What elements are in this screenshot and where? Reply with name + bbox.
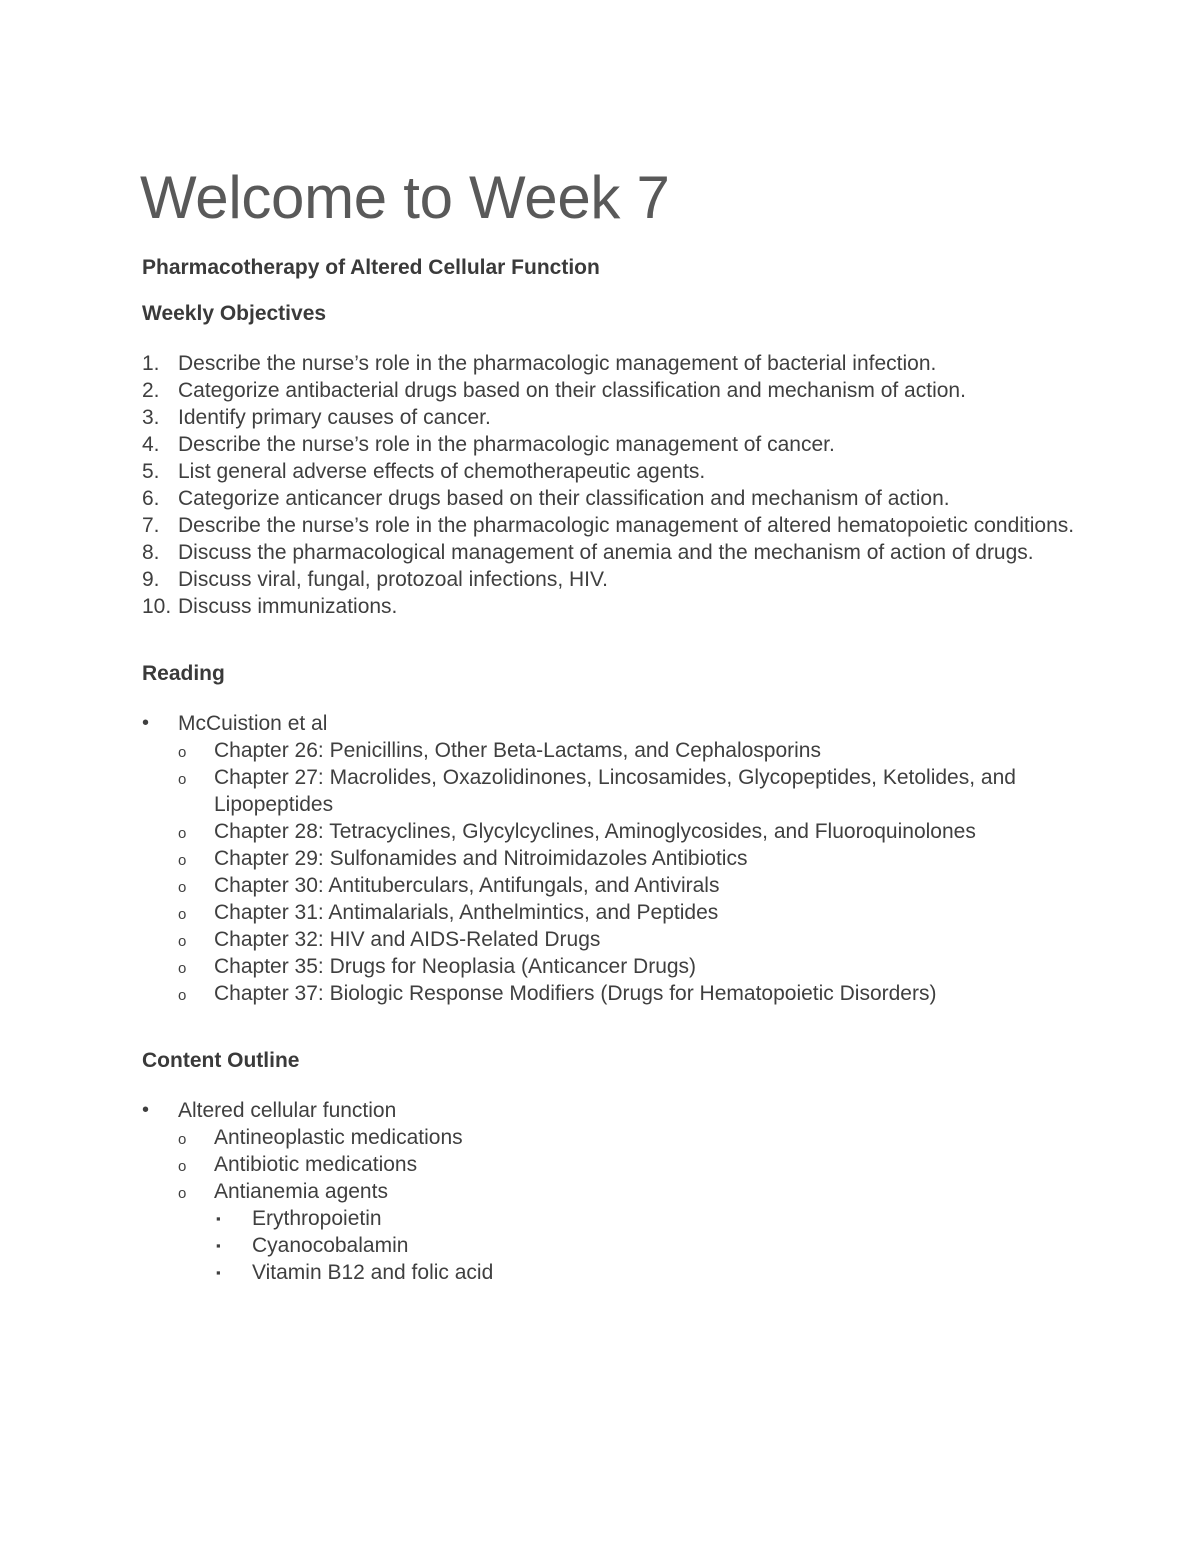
bullet-icon: • [142,1099,150,1121]
bullet-icon: • [142,712,150,734]
circle-bullet-icon: o [178,852,187,869]
chapter-item [178,737,1082,764]
list-number: 5. [142,460,160,483]
list-item [142,431,1082,458]
list-item [142,710,1082,1007]
list-item [142,512,1082,539]
list-item-text: List general adverse effects of chemotherapeutic agents. [178,460,706,483]
circle-bullet-icon: o [178,825,187,842]
circle-bullet-icon: o [178,744,187,761]
circle-bullet-icon: o [178,1158,187,1175]
chapter-text: Chapter 27: Macrolides, Oxazolidinones, Lincosamides, Glycopeptides, Ketolides, and Lipopeptides [214,766,1016,816]
outline-item-text: Antineoplastic medications [214,1126,463,1149]
chapter-text: Chapter 31: Antimalarials, Anthelmintics, and Peptides [214,901,719,924]
list-item [142,566,1082,593]
agent-text: Vitamin B12 and folic acid [252,1261,494,1284]
outline-sublist [178,1124,1082,1286]
list-item [142,485,1082,512]
chapter-text: Chapter 35: Drugs for Neoplasia (Anticancer Drugs) [214,955,697,978]
square-bullet-icon: ▪ [216,1211,221,1226]
chapter-item [178,926,1082,953]
list-item-text: Describe the nurse’s role in the pharmacologic management of altered hematopoietic conditions. [178,514,1075,537]
list-item [142,458,1082,485]
list-number: 8. [142,541,160,564]
chapter-text: Chapter 30: Antituberculars, Antifungals, and Antivirals [214,874,720,897]
agent-list [214,1205,1082,1286]
circle-bullet-icon: o [178,906,187,923]
chapter-item [178,818,1082,845]
list-item [142,539,1082,566]
list-number: 3. [142,406,160,429]
page-subtitle: Pharmacotherapy of Altered Cellular Function [142,256,600,279]
square-bullet-icon: ▪ [216,1238,221,1253]
document-page [142,160,1082,1326]
list-item [142,1097,1082,1286]
list-item-text: Categorize anticancer drugs based on their classification and mechanism of action. [178,487,950,510]
reading-list [142,710,1082,1007]
agent-text: Erythropoietin [252,1207,382,1230]
square-bullet-icon: ▪ [216,1265,221,1280]
circle-bullet-icon: o [178,960,187,977]
list-item-text: Discuss the pharmacological management of anemia and the mechanism of action of drugs. [178,541,1034,564]
outline-heading: Content Outline [142,1049,300,1072]
agent-item [214,1259,1082,1286]
list-item-text: Discuss immunizations. [178,595,398,618]
outline-topic: Altered cellular function [178,1099,397,1122]
list-item-text: Categorize antibacterial drugs based on their classification and mechanism of action. [178,379,966,402]
outline-item [178,1151,1082,1178]
circle-bullet-icon: o [178,1131,187,1148]
chapter-text: Chapter 29: Sulfonamides and Nitroimidazoles Antibiotics [214,847,748,870]
outline-item-text: Antianemia agents [214,1180,388,1203]
list-item [142,377,1082,404]
list-item [142,404,1082,431]
outline-item [178,1124,1082,1151]
list-number: 9. [142,568,160,591]
chapter-item [178,845,1082,872]
list-item-text: Describe the nurse’s role in the pharmacologic management of bacterial infection. [178,352,937,375]
circle-bullet-icon: o [178,987,187,1004]
chapter-item [178,872,1082,899]
chapter-item [178,899,1082,926]
chapter-item [178,764,1082,818]
circle-bullet-icon: o [178,879,187,896]
reading-source: McCuistion et al [178,712,328,735]
chapter-list [178,737,1082,1007]
chapter-text: Chapter 32: HIV and AIDS-Related Drugs [214,928,601,951]
agent-text: Cyanocobalamin [252,1234,409,1257]
list-item-text: Describe the nurse’s role in the pharmacologic management of cancer. [178,433,835,456]
list-number: 2. [142,379,160,402]
page-title: Welcome to Week 7 [140,164,670,231]
agent-item [214,1205,1082,1232]
chapter-text: Chapter 26: Penicillins, Other Beta-Lactams, and Cephalosporins [214,739,821,762]
objectives-heading: Weekly Objectives [142,302,327,325]
agent-item [214,1232,1082,1259]
list-number: 1. [142,352,160,375]
circle-bullet-icon: o [178,933,187,950]
chapter-text: Chapter 37: Biologic Response Modifiers (Drugs for Hematopoietic Disorders) [214,982,937,1005]
list-item [142,350,1082,377]
outline-item-text: Antibiotic medications [214,1153,418,1176]
reading-heading: Reading [142,662,225,685]
circle-bullet-icon: o [178,771,187,788]
outline-list [142,1097,1082,1286]
objectives-list [142,350,1082,620]
circle-bullet-icon: o [178,1185,187,1202]
chapter-item [178,980,1082,1007]
list-item-text: Identify primary causes of cancer. [178,406,491,429]
list-number: 4. [142,433,160,456]
list-number: 7. [142,514,160,537]
list-number: 10. [142,595,172,618]
chapter-item [178,953,1082,980]
outline-item [178,1178,1082,1286]
chapter-text: Chapter 28: Tetracyclines, Glycylcyclines, Aminoglycosides, and Fluoroquinolones [214,820,976,843]
list-number: 6. [142,487,160,510]
list-item-text: Discuss viral, fungal, protozoal infections, HIV. [178,568,608,591]
list-item [142,593,1082,620]
